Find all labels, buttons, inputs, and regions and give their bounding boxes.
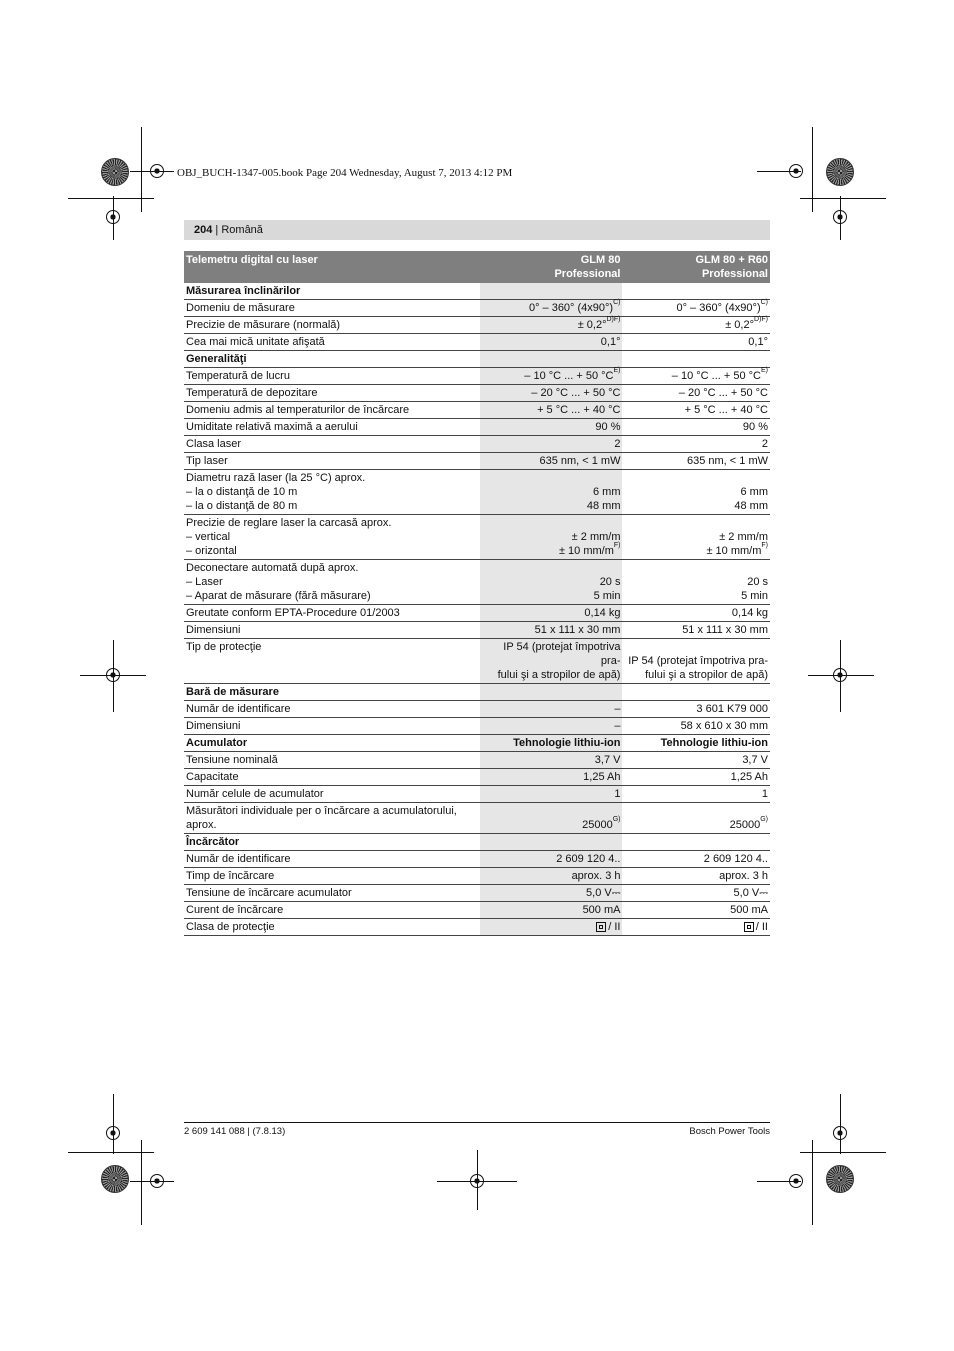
row-label: Număr celule de acumulator [184,786,480,803]
row-label: Încărcător [184,834,480,851]
value-glm80-r60 [622,684,770,701]
value-glm80-r60 [622,334,770,351]
cell-value: 3,7 V [742,754,768,766]
value-glm80 [480,453,622,470]
row-label: Dimensiuni [184,718,480,735]
row-label: Diametru rază laser (la 25 °C) aprox. – la o distanţă de 10 m – la o distanţă de 80 m [184,470,480,515]
cell-value: 0° – 360° (4x90°) [528,302,614,314]
value-glm80 [480,368,622,385]
cell-value: – 10 °C ... + 50 °C [671,370,761,382]
color-disc-icon [826,1165,854,1193]
page-header [184,220,770,240]
value-glm80-r60 [622,834,770,851]
cell-value: 500 mA [582,904,621,916]
value-glm80-r60 [622,300,770,317]
table-row [184,300,770,317]
footer-doc-number: 2 609 141 088 | (7.8.13) [184,1126,286,1137]
value-glm80 [480,436,622,453]
cell-value: ± 2 mm/m ± 10 mm/m [558,531,621,557]
table-row [184,317,770,334]
row-label: Tip de protecţie [184,639,480,684]
row-label: Curent de încărcare [184,902,480,919]
table-row [184,385,770,402]
table-row [184,752,770,769]
cell-value: aprox. 3 h [719,870,768,882]
value-glm80 [480,701,622,718]
cell-value: 0° – 360° (4x90°) [676,302,761,314]
table-row [184,436,770,453]
row-label: Deconectare automată după aprox. – Laser – Aparat de măsurare (fără măsurare) [184,560,480,605]
cell-value: 51 x 111 x 30 mm [534,624,621,636]
value-glm80-r60 [622,419,770,436]
row-label: Umiditate relativă maximă a aerului [184,419,480,436]
row-label: Tensiune de încărcare acumulator [184,885,480,902]
value-glm80 [480,605,622,622]
table-section-row [184,351,770,368]
cell-value: 1 [761,788,768,800]
table-row [184,851,770,868]
color-disc-icon [826,158,854,186]
page-language: Română [221,224,263,236]
value-glm80-r60 [622,902,770,919]
value-glm80 [480,803,622,834]
value-glm80-r60 [622,803,770,834]
cell-value: 51 x 111 x 30 mm [682,624,768,636]
header-separator: | [215,224,219,236]
table-row [184,419,770,436]
table-row [184,803,770,834]
value-glm80-r60 [622,283,770,300]
value-glm80-r60 [622,786,770,803]
cell-value: 90 % [595,421,621,433]
row-label: Greutate conform EPTA-Procedure 01/2003 [184,605,480,622]
value-glm80-r60 [622,402,770,419]
cell-value: + 5 °C ... + 40 °C [537,404,621,416]
cell-value: ± 0,2° [577,319,607,331]
cell-value: / II [608,921,621,933]
value-glm80-r60 [622,885,770,902]
footer-rule [184,1122,770,1123]
cell-value: 1,25 Ah [730,771,768,783]
table-row [184,515,770,560]
print-slug-line: OBJ_BUCH-1347-005.book Page 204 Wednesday, August 7, 2013 4:12 PM [177,167,513,179]
value-glm80 [480,769,622,786]
cell-value: 635 nm, < 1 mW [686,455,768,467]
protection-class-box-icon [744,922,754,932]
cell-value: 20 s 5 min [593,576,621,602]
cell-value: 0,14 kg [584,607,621,619]
value-glm80 [480,560,622,605]
color-disc-icon [101,158,129,186]
header-product-name: Telemetru digital cu laser [184,251,480,283]
row-label: Temperatură de lucru [184,368,480,385]
value-glm80-r60 [622,368,770,385]
value-glm80 [480,385,622,402]
footnote-ref: E) [761,367,768,374]
cell-value: – 20 °C ... + 50 °C [531,387,621,399]
row-label: Generalităţi [184,351,480,368]
header-model-glm80-r60: GLM 80 + R60 Professional [622,251,770,283]
value-glm80-r60 [622,735,770,752]
row-label: Număr de identificare [184,851,480,868]
value-glm80-r60 [622,701,770,718]
cell-value: 58 x 610 x 30 mm [680,720,768,732]
value-glm80-r60 [622,436,770,453]
table-row [184,368,770,385]
cell-value: 5,0 V⎓ [586,887,621,899]
table-row [184,334,770,351]
footer-brand: Bosch Power Tools [689,1126,770,1137]
cell-value: IP 54 (protejat împotriva pra- fului şi a stropilor de apă) [497,641,621,681]
cell-value: 2 609 120 4.. [556,853,621,865]
table-section-row [184,283,770,300]
table-row [184,453,770,470]
cell-value: – [614,703,621,715]
cell-value: 1 [614,788,621,800]
cell-value: 635 nm, < 1 mW [539,455,621,467]
value-glm80-r60 [622,453,770,470]
cell-value: 2 [614,438,621,450]
cell-value: ± 2 mm/m ± 10 mm/m [706,531,768,557]
footnote-ref: C) [613,299,621,306]
table-row [184,718,770,735]
footnote-ref: G) [760,816,768,823]
cell-value: IP 54 (protejat împotriva pra- fului şi a stropilor de apă) [628,655,768,681]
value-glm80 [480,419,622,436]
table-row [184,769,770,786]
value-glm80 [480,300,622,317]
cell-value: 1,25 Ah [583,771,621,783]
footnote-ref: F) [613,542,621,549]
table-section-row [184,834,770,851]
table-row [184,902,770,919]
value-glm80-r60 [622,622,770,639]
cell-value: 6 mm 48 mm [586,486,621,512]
row-label: Măsurarea înclinărilor [184,283,480,300]
footnote-ref: C) [760,299,768,306]
cell-value: 25000 [729,819,761,831]
value-glm80 [480,351,622,368]
table-row [184,701,770,718]
protection-class-box-icon [596,922,606,932]
table-header-row [184,251,770,283]
table-row [184,639,770,684]
value-glm80 [480,470,622,515]
footnote-ref: F) [761,542,768,549]
cell-value: – 20 °C ... + 50 °C [678,387,768,399]
value-glm80 [480,317,622,334]
row-label: Clasa de protecţie [184,919,480,936]
cell-value: 0,14 kg [731,607,768,619]
cell-value: 5,0 V⎓ [733,887,768,899]
value-glm80-r60 [622,639,770,684]
row-label: Acumulator [184,735,480,752]
value-glm80 [480,622,622,639]
color-disc-icon [101,1165,129,1193]
value-glm80-r60 [622,605,770,622]
footnote-ref: D)F) [606,316,621,323]
value-glm80 [480,283,622,300]
row-label: Domeniu de măsurare [184,300,480,317]
row-label: Număr de identificare [184,701,480,718]
value-glm80 [480,684,622,701]
cell-value: + 5 °C ... + 40 °C [684,404,768,416]
value-glm80-r60 [622,718,770,735]
row-label: Temperatură de depozitare [184,385,480,402]
cell-value: 6 mm 48 mm [734,486,768,512]
value-glm80-r60 [622,385,770,402]
cell-value: 20 s 5 min [741,576,768,602]
cell-value: Tehnologie lithiu-ion [513,737,621,749]
value-glm80 [480,515,622,560]
value-glm80-r60 [622,470,770,515]
value-glm80 [480,752,622,769]
cell-value: / II [755,921,768,933]
row-label: Timp de încărcare [184,868,480,885]
value-glm80 [480,402,622,419]
cell-value: 3 601 K79 000 [696,703,768,715]
value-glm80 [480,868,622,885]
table-row [184,919,770,936]
page-number: 204 [194,224,213,236]
value-glm80-r60 [622,769,770,786]
table-row [184,402,770,419]
table-row [184,622,770,639]
footnote-ref: E) [613,367,621,374]
table-row [184,786,770,803]
row-label: Domeniu admis al temperaturilor de încărcare [184,402,480,419]
footnote-ref: G) [612,816,621,823]
value-glm80 [480,786,622,803]
technical-data-table [184,251,770,936]
table-row [184,605,770,622]
value-glm80 [480,902,622,919]
header-model-glm80: GLM 80 Professional [480,251,622,283]
cell-value: aprox. 3 h [571,870,621,882]
value-glm80 [480,735,622,752]
row-label: Măsurători individuale per o încărcare a acumulatorului, aprox. [184,803,480,834]
value-glm80-r60 [622,868,770,885]
table-section-row [184,735,770,752]
table-row [184,885,770,902]
cell-value: – 10 °C ... + 50 °C [524,370,614,382]
value-glm80-r60 [622,515,770,560]
table-row [184,560,770,605]
value-glm80 [480,718,622,735]
cell-value: 2 609 120 4.. [703,853,768,865]
cell-value: 0,1° [748,336,768,348]
value-glm80-r60 [622,851,770,868]
table-section-row [184,684,770,701]
row-label: Clasa laser [184,436,480,453]
cell-value: – [614,720,621,732]
row-label: Bară de măsurare [184,684,480,701]
value-glm80-r60 [622,351,770,368]
row-label: Cea mai mică unitate afişată [184,334,480,351]
row-label: Precizie de reglare laser la carcasă aprox. – vertical – orizontal [184,515,480,560]
cell-value: ± 0,2° [725,319,754,331]
value-glm80 [480,851,622,868]
row-label: Precizie de măsurare (normală) [184,317,480,334]
cell-value: 0,1° [600,336,621,348]
value-glm80 [480,919,622,936]
value-glm80 [480,834,622,851]
value-glm80 [480,639,622,684]
cell-value: Tehnologie lithiu-ion [660,737,768,749]
cell-value: 25000 [582,819,613,831]
cell-value: 3,7 V [594,754,621,766]
value-glm80 [480,334,622,351]
value-glm80 [480,885,622,902]
value-glm80-r60 [622,560,770,605]
row-label: Tensiune nominală [184,752,480,769]
table-row [184,470,770,515]
value-glm80-r60 [622,317,770,334]
row-label: Dimensiuni [184,622,480,639]
cell-value: 90 % [742,421,768,433]
value-glm80-r60 [622,919,770,936]
cell-value: 2 [761,438,768,450]
row-label: Tip laser [184,453,480,470]
table-row [184,868,770,885]
footnote-ref: D)F) [754,316,768,323]
cell-value: 500 mA [730,904,768,916]
value-glm80-r60 [622,752,770,769]
row-label: Capacitate [184,769,480,786]
